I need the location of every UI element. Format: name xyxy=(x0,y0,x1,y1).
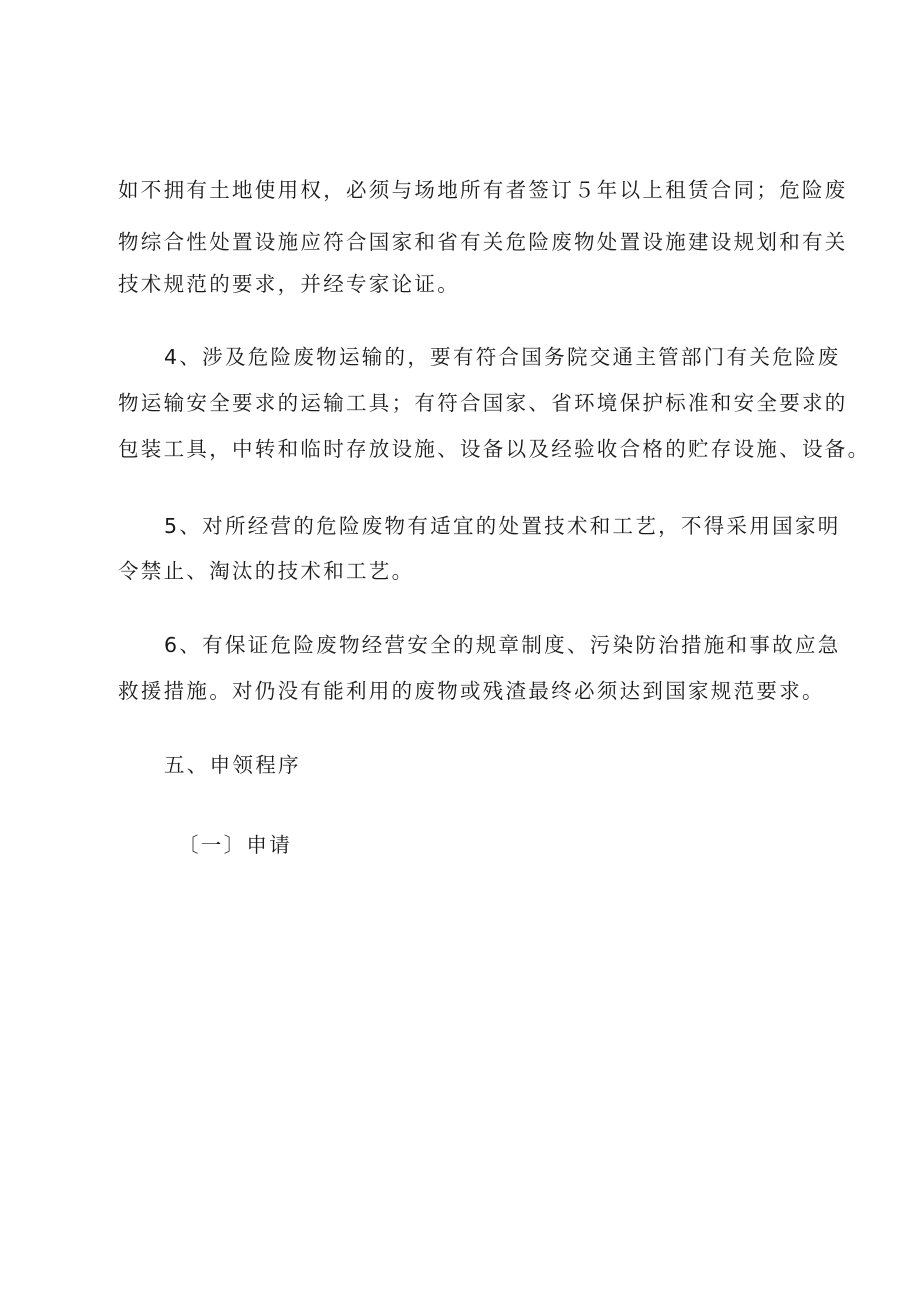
item-4-line: 物运输安全要求的运输工具；有符合国家、省环境保护标准和安全要求的 xyxy=(118,391,848,415)
paragraph-line: 如不拥有土地使用权，必须与场地所有者签订５年以上租赁合同；危险废 xyxy=(118,178,848,202)
item-4-line: 4、涉及危险废物运输的，要有符合国务院交通主管部门有关危险废 xyxy=(164,345,841,369)
item-4-line: 包装工具，中转和临时存放设施、设备以及经验收合格的贮存设施、设备。 xyxy=(118,437,871,461)
item-5-line: 5、对所经营的危险废物有适宜的处置技术和工艺，不得采用国家明 xyxy=(164,514,841,538)
section-heading: 五、申领程序 xyxy=(164,753,301,777)
item-5-line: 令禁止、淘汰的技术和工艺。 xyxy=(118,559,415,583)
paragraph-line: 物综合性处置设施应符合国家和省有关危险废物处置设施建设规划和有关 xyxy=(118,230,848,254)
paragraph-line: 技术规范的要求，并经专家论证。 xyxy=(118,272,460,296)
item-6-line: 救援措施。对仍没有能利用的废物或残渣最终必须达到国家规范要求。 xyxy=(118,679,825,703)
item-6-line: 6、有保证危险废物经营安全的规章制度、污染防治措施和事故应急 xyxy=(164,633,841,657)
subsection-heading: 〔一〕申请 xyxy=(178,833,292,857)
